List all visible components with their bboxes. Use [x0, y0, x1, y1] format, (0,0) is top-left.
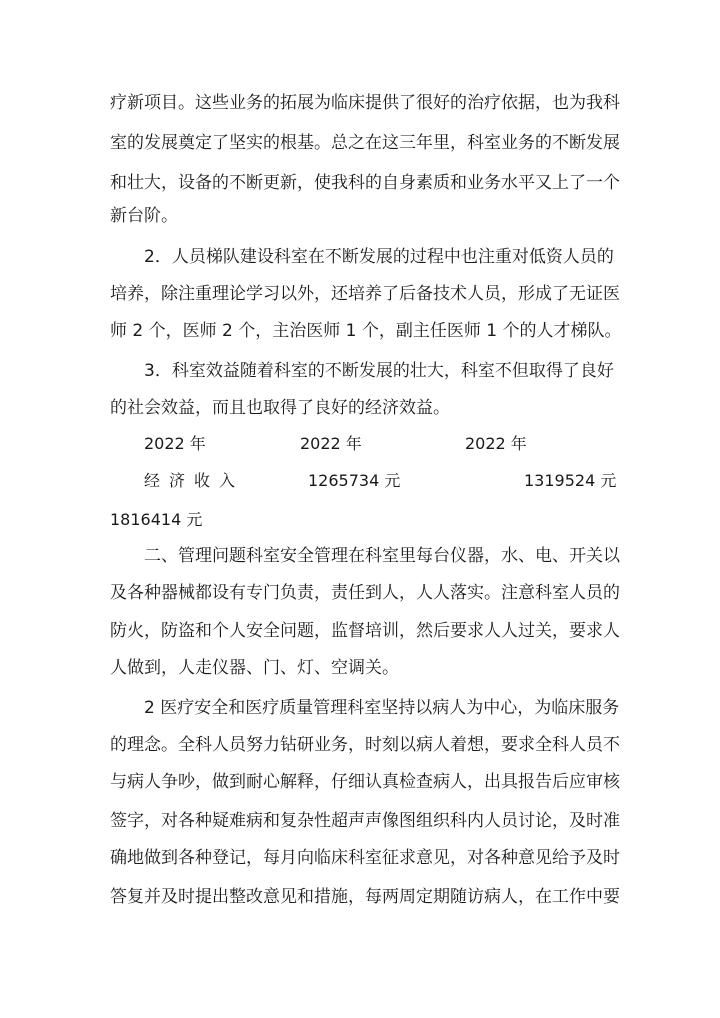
year-label-1: 2022 年 [144, 434, 206, 453]
paragraph-5-line-5: 确地做到各种登记，每月向临床科室征求意见，对各种意见给予及时 [110, 848, 620, 868]
paragraph-2-line-2: 培养，除注重理论学习以外，还培养了后备技术人员，形成了无证医 [110, 284, 620, 304]
paragraph-4-line-4: 人做到，人走仪器、门、灯、空调关。 [110, 658, 399, 678]
paragraph-5-line-4: 签字，对各种疑难病和复杂性超声声像图组织科内人员讨论，及时准 [110, 811, 620, 831]
paragraph-2-line-3: 师 2 个，医师 2 个，主治医师 1 个，副主任医师 1 个的人才梯队。 [110, 321, 622, 341]
paragraph-4-line-3: 防火，防盗和个人安全问题，监督培训，然后要求人人过关，要求人 [110, 621, 620, 641]
paragraph-4-line-2: 及各种器械都设有专门负责，责任到人，人人落实。注意科室人员的 [110, 583, 620, 603]
income-value-3: 1816414 元 [110, 510, 203, 529]
paragraph-1-line-3: 和壮大，设备的不断更新，使我科的自身素质和业务水平又上了一个 [110, 173, 620, 193]
paragraph-1-line-2: 室的发展奠定了坚实的根基。总之在这三年里，科室业务的不断发展 [110, 133, 620, 153]
income-value-2: 1319524 元 [524, 471, 617, 490]
economic-income-label: 经济收入 [144, 471, 245, 490]
paragraph-3-line-1: 3．科室效益随着科室的不断发展的壮大，科室不但取得了良好 [144, 361, 614, 381]
paragraph-1-line-4: 新台阶。 [110, 206, 178, 226]
paragraph-5-line-3: 与病人争吵，做到耐心解释，仔细认真检查病人，出具报告后应审核 [110, 772, 620, 792]
paragraph-5-line-1: 2 医疗安全和医疗质量管理科室坚持以病人为中心，为临床服务 [144, 698, 620, 718]
year-label-3: 2022 年 [465, 434, 527, 453]
paragraph-2-line-1: 2．人员梯队建设科室在不断发展的过程中也注重对低资人员的 [144, 247, 614, 267]
paragraph-5-line-6: 答复并及时提出整改意见和措施，每两周定期随访病人，在工作中要 [110, 887, 620, 907]
paragraph-4-line-1: 二、管理问题科室安全管理在科室里每台仪器，水、电、开关以 [144, 546, 620, 566]
paragraph-1-line-1: 疗新项目。这些业务的拓展为临床提供了很好的治疗依据，也为我科 [110, 93, 620, 113]
paragraph-3-line-2: 的社会效益，而且也取得了良好的经济效益。 [110, 398, 450, 418]
income-value-1: 1265734 元 [308, 471, 401, 490]
paragraph-5-line-2: 的理念。全科人员努力钻研业务，时刻以病人着想，要求全科人员不 [110, 735, 620, 755]
year-label-2: 2022 年 [300, 434, 362, 453]
